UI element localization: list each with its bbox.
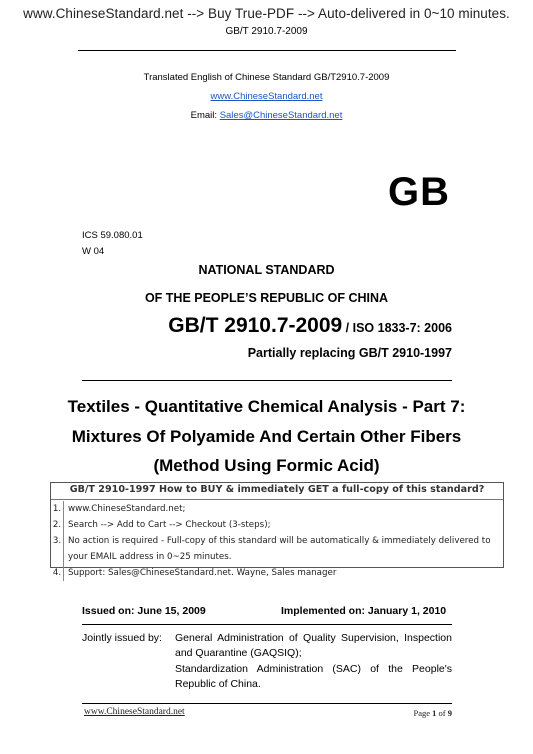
issuer-line: Republic of China. [175, 678, 261, 690]
translated-note: Translated English of Chinese Standard GB/T2910.7-2009 [143, 72, 390, 83]
page-indicator [380, 708, 452, 718]
purchase-step [51, 517, 503, 533]
step-text-continued: your EMAIL address in 0~25 minutes. [68, 552, 232, 562]
ics-code: ICS 59.080.01 [82, 230, 143, 241]
dates-rule [82, 624, 452, 625]
step-text: No action is required - Full-copy of this standard will be automatically & immediately delivered to [68, 536, 491, 546]
issuer-line: General Administration of Quality Supervision, Inspection [175, 632, 452, 644]
w-code: W 04 [82, 246, 105, 257]
issued-date: Issued on: June 15, 2009 [82, 605, 206, 617]
step-text: www.ChineseStandard.net; [68, 504, 186, 514]
footer-rule [82, 703, 452, 704]
purchase-step [51, 565, 503, 581]
step-number: 3. [51, 533, 64, 549]
jointly-issued-label: Jointly issued by: [82, 632, 162, 644]
purchase-heading-rule [51, 499, 503, 500]
republic-heading: OF THE PEOPLE’S REPUBLIC OF CHINA [144, 291, 389, 305]
implemented-date: Implemented on: January 1, 2010 [281, 605, 447, 617]
title-line-1: Textiles - Quantitative Chemical Analysis - Part 7: [67, 397, 466, 416]
email-link[interactable]: Sales@ChineseStandard.net [219, 110, 343, 121]
purchase-heading: GB/T 2910-1997 How to BUY & immediately GET a full-copy of this standard? [69, 484, 485, 495]
purchase-info-box [50, 482, 504, 578]
title-line-3: (Method Using Formic Acid) [153, 456, 380, 475]
page-number: 1 [432, 708, 437, 718]
iso-equivalent: / ISO 1833-7: 2006 [342, 321, 452, 335]
top-banner: www.ChineseStandard.net --> Buy True-PDF --> Auto-delivered in 0~10 minutes. [23, 6, 510, 21]
purchase-step [51, 501, 503, 517]
step-number: 1. [51, 501, 64, 517]
header-standard-code: GB/T 2910.7-2009 [225, 26, 308, 37]
website-link[interactable]: www.ChineseStandard.net [210, 91, 323, 102]
email-row [0, 110, 533, 121]
title-line-2: Mixtures Of Polyamide And Certain Other Fibers [71, 427, 462, 446]
gb-logo: GB [388, 170, 450, 214]
page-total: 9 [447, 708, 452, 718]
website-link-row [0, 91, 533, 102]
page-prefix: Page [413, 708, 433, 718]
email-label: Email: [190, 110, 220, 121]
footer-website-link[interactable]: www.ChineseStandard.net [84, 707, 185, 717]
replacing-note: Partially replacing GB/T 2910-1997 [247, 346, 452, 360]
national-standard-heading: NATIONAL STANDARD [198, 263, 335, 277]
purchase-step [51, 533, 503, 549]
standard-number: GB/T 2910.7-2009 [168, 314, 343, 337]
step-number-empty [51, 549, 64, 565]
step-number: 2. [51, 517, 64, 533]
standard-number-line [82, 314, 452, 338]
header-rule [78, 50, 456, 51]
page-of: of [436, 708, 448, 718]
purchase-step-continued [51, 549, 503, 565]
title-rule [82, 380, 452, 381]
step-number: 4. [51, 565, 64, 581]
issuer-line: and Quarantine (GAQSIQ); [175, 647, 302, 659]
step-text: Search --> Add to Cart --> Checkout (3-steps); [68, 520, 271, 530]
issuer-line: Standardization Administration (SAC) of the People's [175, 663, 452, 675]
step-text: Support: Sales@ChineseStandard.net. Wayne, Sales manager [68, 568, 337, 578]
